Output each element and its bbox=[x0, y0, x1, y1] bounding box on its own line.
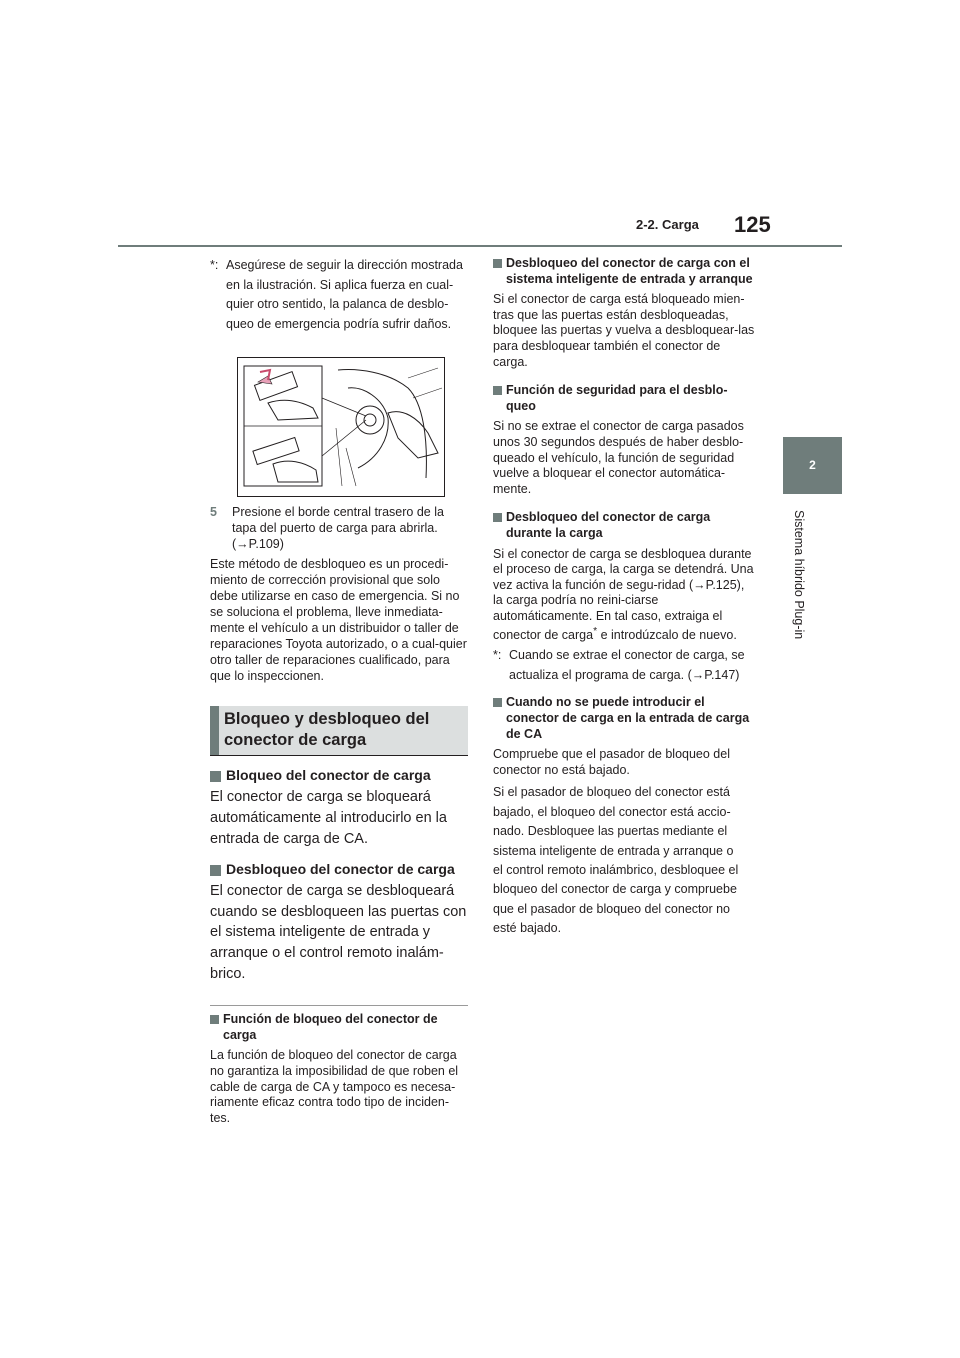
subheading-smart-entry-text: Desbloqueo del conector de carga con el sistema inteligente de entrada y arranque bbox=[506, 256, 753, 286]
text-line: esté bajado. bbox=[493, 921, 562, 936]
footnote-line: en la ilustración. Si aplica fuerza en cual- bbox=[226, 277, 454, 292]
section-heading-text: Bloqueo y desbloqueo del conector de carga bbox=[224, 710, 430, 750]
subheading-unlock bbox=[210, 860, 468, 878]
page-number: 125 bbox=[734, 212, 771, 237]
text-line: que el pasador de bloqueo del conector no bbox=[493, 901, 730, 916]
divider bbox=[210, 1005, 468, 1006]
subheading-cannot-insert-text: Cuando no se puede introducir el conector de carga en la entrada de carga de CA bbox=[506, 695, 750, 741]
unlock-paragraph: El conector de carga se desbloqueará cuando se desbloqueen las puertas con el sistema inteligente de entrada y arranque o el control remoto inalám-brico. bbox=[210, 883, 467, 982]
step-5 bbox=[210, 504, 468, 552]
text-line: el control remoto inalámbrico, desbloquee el bbox=[493, 863, 739, 877]
square-bullet-icon bbox=[210, 865, 221, 876]
square-bullet-icon bbox=[493, 386, 502, 395]
footnote-schedule bbox=[493, 646, 755, 685]
section-heading bbox=[210, 706, 468, 755]
subheading-unlock-text: Desbloqueo del conector de carga bbox=[226, 861, 455, 878]
header-rule bbox=[118, 245, 842, 247]
during-charge-text-end: e introdúzcalo de nuevo. bbox=[597, 628, 737, 643]
cannot-insert-paragraph: Compruebe que el pasador de bloqueo del conector no está bajado. bbox=[493, 747, 730, 777]
subheading-lock-function bbox=[210, 1012, 468, 1043]
square-bullet-icon bbox=[493, 513, 502, 522]
subheading-during-charge bbox=[493, 510, 755, 541]
step-number: 5 bbox=[210, 505, 217, 520]
chapter-tab: 2 bbox=[783, 437, 842, 494]
chapter-title: Sistema híbrido Plug-in bbox=[792, 510, 806, 640]
security-paragraph: Si no se extrae el conector de carga pasados unos 30 segundos después de haber desblo-queado el vehículo, la función de seguridad vuelve a bloquear el conector automática-mente. bbox=[493, 419, 744, 496]
subheading-lock-text: Bloqueo del conector de carga bbox=[226, 767, 431, 784]
smart-entry-paragraph: Si el conector de carga está bloqueado mien-tras que las puertas están desbloqueadas, bloquee las puertas y vuelva a desbloquear-las para desbloquear también el conector de carga. bbox=[493, 292, 755, 369]
footnote-marker: * bbox=[593, 626, 598, 638]
heading-rule bbox=[210, 755, 468, 756]
footnote-line: Asegúrese de seguir la dirección mostrada bbox=[226, 258, 463, 272]
emergency-note-paragraph: Este método de desbloqueo es un procedi-miento de corrección provisional que solo debe utilizarse en caso de emergencia. Si no se soluciona el problema, lleve inmediata-mente el vehículo a un distribuidor o taller de reparaciones Toyota autorizado, o a cual-quier otro taller de reparaciones cualificado, para que lo inspeccionen. bbox=[210, 557, 467, 684]
subheading-security-text: Función de seguridad para el desblo-queo bbox=[506, 383, 728, 413]
subheading-cannot-insert bbox=[493, 695, 755, 742]
during-charge-paragraph bbox=[493, 547, 755, 645]
text-line: sistema inteligente de entrada y arranque o bbox=[493, 843, 734, 858]
footnote-line: queo de emergencia podría sufrir daños. bbox=[226, 316, 452, 331]
square-bullet-icon bbox=[493, 259, 502, 268]
square-bullet-icon bbox=[210, 1015, 219, 1024]
text-line: Si el pasador de bloqueo del conector está bbox=[493, 785, 730, 800]
subheading-during-charge-text: Desbloqueo del conector de carga durante la carga bbox=[506, 510, 711, 540]
step-text: Presione el borde central trasero de la tapa del puerto de carga para abrirla. (→P.109) bbox=[232, 505, 444, 552]
emergency-release-illustration bbox=[237, 357, 445, 497]
lock-function-paragraph: La función de bloqueo del conector de carga no garantiza la imposibilidad de que roben el cable de carga de CA y tampoco es necesa-riamente eficaz contra todo tipo de inciden-tes. bbox=[210, 1048, 459, 1125]
subheading-lock-function-text: Función de bloqueo del conector de carga bbox=[223, 1012, 438, 1042]
footnote-marker: *: bbox=[493, 648, 502, 663]
footnote-line: Cuando se extrae el conector de carga, se bbox=[509, 648, 745, 663]
section-label: 2-2. Carga bbox=[636, 217, 699, 232]
subheading-smart-entry bbox=[493, 256, 755, 287]
subheading-security bbox=[493, 383, 755, 414]
lock-paragraph: El conector de carga se bloqueará automáticamente al introducirlo en la entrada de carga de CA. bbox=[210, 789, 447, 847]
text-line: bloqueo del conector de carga y compruebe bbox=[493, 882, 737, 897]
right-column bbox=[493, 256, 755, 939]
text-line: nado. Desbloquee las puertas mediante el bbox=[493, 824, 728, 839]
left-column bbox=[210, 256, 468, 1126]
footnote bbox=[210, 256, 468, 334]
square-bullet-icon bbox=[210, 771, 221, 782]
text-line: bajado, el bloqueo del conector está accio- bbox=[493, 804, 731, 819]
heading-accent-bar bbox=[210, 706, 219, 755]
cannot-insert-paragraph-2 bbox=[493, 783, 755, 938]
footnote-line: quier otro sentido, la palanca de desblo- bbox=[226, 297, 449, 312]
subheading-lock bbox=[210, 766, 468, 784]
square-bullet-icon bbox=[493, 698, 502, 707]
footnote-marker: *: bbox=[210, 258, 219, 272]
during-charge-text: Si el conector de carga se desbloquea durante el proceso de carga, la carga se detendrá. Una vez activa la función de segu-ridad (→P.125), la carga podría no reini-ciarse automáticamente. En tal caso, extraiga el conector de carga bbox=[493, 546, 754, 643]
footnote-line: actualiza el programa de carga. (→P.147) bbox=[509, 667, 740, 682]
